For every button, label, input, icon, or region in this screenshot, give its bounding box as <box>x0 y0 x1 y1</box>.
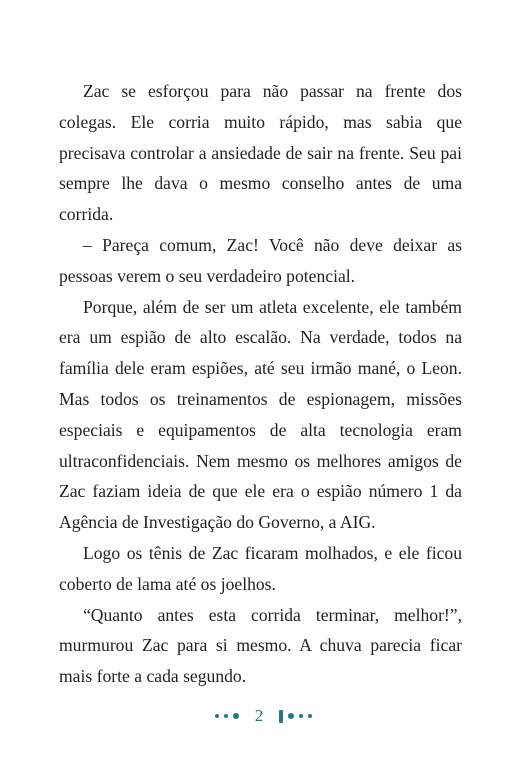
paragraph-1: Zac se esforçou para não passar na frente dos colegas. Ele corria muito rápido, mas sabia que precisava controlar a ansiedade de sair na frente. Seu pai sempre lhe dava o mesmo conselho antes de uma corrida. <box>59 81 462 225</box>
right-ornament <box>279 710 312 723</box>
paragraph-2: – Pareça comum, Zac! Você não deve deixar as pessoas verem o seu verdadeiro potencial. <box>59 234 462 286</box>
page-body <box>59 76 462 692</box>
paragraph-4: Logo os tênis de Zac ficaram molhados, e ele ficou coberto de lama até os joelhos. <box>59 542 462 594</box>
paragraph-3: Porque, além de ser um atleta excelente, ele também era um espião de alto escalão. Na verdade, todos na família dele eram espiões, até seu irmão mané, o Leon. Mas todos os treinamentos de espionagem, missões especiais e equipamentos de alta tecnologia eram ultraconfidenciais. Nem mesmo os melhores amigos de Zac faziam ideia de que ele era o espião número 1 da Agência de Investigação do Governo, a AIG. <box>59 296 462 533</box>
page-number: 2 <box>254 706 264 725</box>
ornament-dot <box>299 714 303 718</box>
ornament-dot <box>224 714 228 718</box>
page-footer <box>0 704 527 728</box>
ornament-dot <box>308 714 312 718</box>
ornament-dot <box>233 713 239 719</box>
paragraph-5: “Quanto antes esta corrida terminar, melhor!”, murmurou Zac para si mesmo. A chuva parecia ficar mais forte a cada segundo. <box>59 604 462 687</box>
ornament-dot <box>288 713 294 719</box>
left-ornament <box>215 713 239 719</box>
ornament-dot <box>215 714 219 718</box>
ornament-bar <box>279 710 283 723</box>
